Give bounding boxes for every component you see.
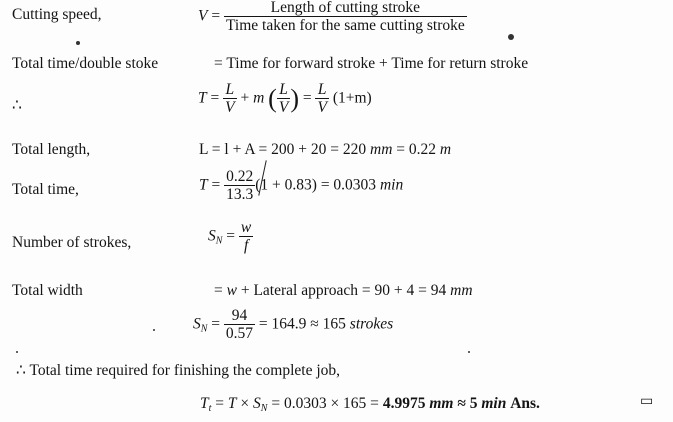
equals-sign: = <box>210 89 220 107</box>
eq-total-width <box>214 282 473 300</box>
equals-sign: = <box>211 176 221 194</box>
label-total-width: Total width <box>12 282 83 299</box>
fraction-numerator: w <box>240 219 252 236</box>
var-T: T <box>227 395 237 412</box>
fraction-numerator: L <box>277 81 290 99</box>
fraction-denominator: 0.57 <box>225 325 254 343</box>
statement-total-time-required: ∴ Total time required for finishing the complete job, <box>16 362 341 379</box>
unit-mm: mm <box>429 395 454 412</box>
var-w: w <box>226 282 237 299</box>
scan-speck <box>76 41 80 45</box>
var-T: T <box>198 89 207 107</box>
fraction-denominator: 13.3 <box>226 186 254 204</box>
label-number-of-strokes: Number of strokes, <box>12 234 132 251</box>
equals-sign: = <box>226 227 236 245</box>
approx-value: ≈ 5 <box>457 395 478 412</box>
unit-m: m <box>439 141 452 158</box>
fraction-speed <box>224 0 467 35</box>
var-T: T <box>199 176 208 194</box>
strokes-value: = 164.9 ≈ 165 <box>258 315 346 333</box>
subscript-N: N <box>260 403 268 414</box>
fraction-denominator: Time taken for the same cutting stroke <box>225 17 465 35</box>
scan-speck <box>153 329 155 331</box>
eq-total-time <box>199 168 403 204</box>
fraction-numerator: 94 <box>224 307 255 325</box>
eq-cutting-speed <box>198 0 467 35</box>
answer-label: Ans. <box>510 395 540 412</box>
right-paren: ) <box>290 83 299 113</box>
fraction-94-over-057 <box>224 307 255 343</box>
equals-sign: = <box>211 315 221 333</box>
label-total-length: Total length, <box>12 141 91 158</box>
fraction-denominator: V <box>317 99 327 117</box>
times-sign: × <box>240 395 250 412</box>
left-paren: ( <box>268 83 277 113</box>
equals-sign: = <box>215 395 225 412</box>
eq-total-length <box>199 141 451 159</box>
fraction-w-over-f <box>239 219 253 255</box>
length-meters: = 0.22 <box>396 141 437 158</box>
factor-one-plus-m: (1+m) <box>332 89 372 107</box>
scan-speck <box>508 34 514 40</box>
fraction-numerator: L <box>223 81 236 99</box>
fraction-numerator: L <box>315 81 328 99</box>
fraction-L-over-V <box>223 81 236 117</box>
fraction-numerator: Length of cutting stroke <box>224 0 467 17</box>
var-S: S <box>208 227 216 245</box>
var-m: m <box>253 89 265 107</box>
fraction-L-over-V <box>315 81 328 117</box>
equals-sign: = <box>302 89 312 107</box>
subscript-N: N <box>215 235 223 247</box>
unit-strokes: strokes <box>349 315 394 333</box>
equals-sign: = <box>211 7 221 25</box>
unit-mm: mm <box>450 282 473 299</box>
fraction-denominator: V <box>225 99 235 117</box>
var-S: S <box>193 315 201 333</box>
var-S: S <box>253 395 261 412</box>
eq-final-answer <box>200 395 540 414</box>
scan-speck <box>16 351 18 353</box>
unit-min: min <box>481 395 507 412</box>
length-expression: L = l + A = 200 + 20 = 220 <box>199 141 367 158</box>
label-cutting-speed: Cutting speed, <box>12 6 102 23</box>
end-mark-icon: ▭ <box>640 393 654 409</box>
subscript-t: t <box>208 403 212 414</box>
equals-sign: = <box>214 282 223 299</box>
therefore-symbol: ∴ <box>12 97 22 114</box>
final-expression: = 0.0303 × 165 = <box>271 395 379 412</box>
label-total-time: Total time, <box>12 181 79 198</box>
var-V: V <box>198 7 208 25</box>
fraction-denominator: f <box>243 237 249 255</box>
plus-sign: + <box>240 89 250 107</box>
eq-strokes-result <box>193 307 393 343</box>
unit-min: min <box>379 176 404 194</box>
subscript-N: N <box>200 323 208 335</box>
fraction-L-over-V <box>277 81 290 117</box>
time-expression: (1 + 0.83) = 0.0303 <box>255 176 377 194</box>
fraction-numerator: 0.22 <box>226 168 254 185</box>
fraction-denominator: V <box>278 99 289 117</box>
eq-number-of-strokes <box>208 219 253 255</box>
eq-total-time-double: = Time for forward stroke + Time for return stroke <box>214 55 529 72</box>
scan-speck <box>468 351 470 353</box>
label-total-time-double: Total time/double stoke <box>12 55 159 72</box>
unit-mm: mm <box>370 141 393 158</box>
fraction-time <box>224 168 255 204</box>
eq-time-formula <box>198 81 372 117</box>
final-value: 4.9975 <box>382 395 426 412</box>
width-expression: + Lateral approach = 90 + 4 = 94 <box>240 282 447 299</box>
var-T: T <box>200 395 209 412</box>
